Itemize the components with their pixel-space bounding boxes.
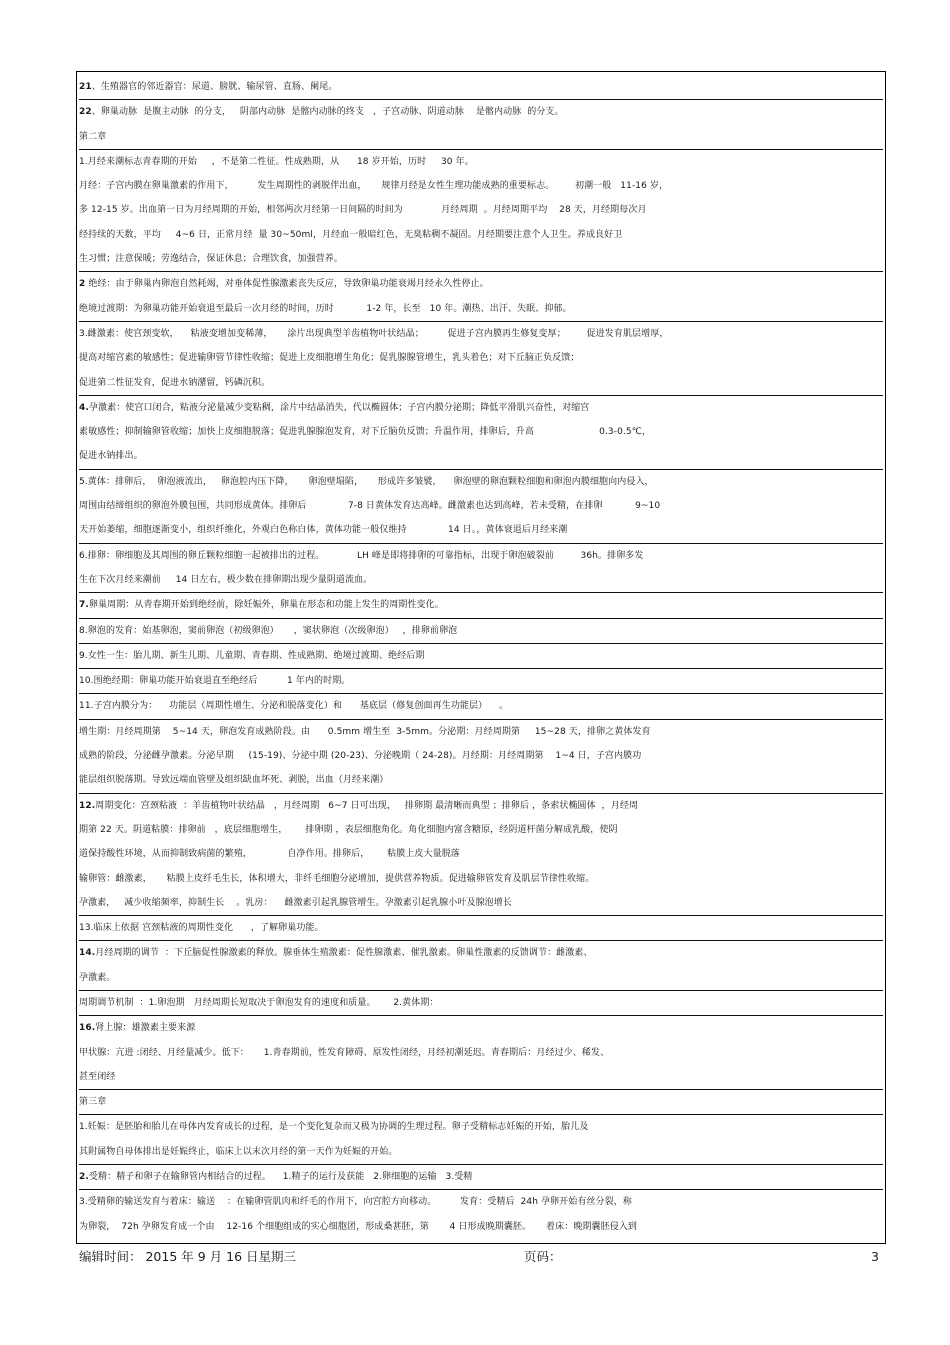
line-text: 5.黄体：排卵后， 卵泡液流出， 卵泡腔内压下降， 卵泡壁塌陷， 形成许多皱襞， 卵泡壁的卵泡颗粒细胞和卵泡内膜细胞向内侵入， — [79, 476, 654, 487]
line-text: 3.雌激素：使宫颈变软， 粘液变增加变稀薄， 涂片出现典型羊齿植物叶状结晶； 促进子宫内膜再生修复变厚； 促进发育肌层增厚， — [79, 328, 669, 339]
line-text: 道保持酸性环境，从而抑制致病菌的繁殖， 自净作用。排卵后， 粘膜上皮大量脱落 — [79, 849, 460, 860]
line-text: 甚至闭经 — [79, 1071, 116, 1082]
line-text: 周期调节机制 ：1.卵泡期 月经周期长短取决于卵泡发育的速度和质量。 2.黄体期： — [79, 997, 439, 1008]
line-text: 生习惯；注意保暖；劳逸结合，保证休息；合理饮食，加强营养。 — [79, 254, 343, 265]
line-text: 9.女性一生：胎儿期、新生儿期、儿童期、青春期、性成熟期、绝境过渡期、绝经后期 — [79, 650, 425, 661]
text-line — [79, 794, 883, 818]
line-text: 周期变化：宫颈粘液 ：羊齿植物叶状结晶 ，月经周期 6~7 日可出现， 排卵期 最清晰而典型 ；排卵后 ，条索状椭圆体 ，月经周 — [95, 800, 639, 811]
text-line — [79, 818, 883, 842]
text-line — [79, 1041, 883, 1065]
line-text: 11.子宫内膜分为： 功能层（周期性增生、分泌和脱落变化）和 基底层（修复创面再生功能层） 。 — [79, 701, 509, 712]
line-text: 天开始萎缩，细胞逐渐变小，组织纤维化，外观白色称白体，黄体功能一般仅维持 14 日。，黄体衰退后月经来潮 — [79, 525, 568, 536]
text-line — [79, 842, 883, 866]
line-text: 成熟的阶段，分泌雌孕激素。分泌早期 (15-19)、分泌中期 (20-23)、分泌晚期（ 24-28)。月经期：月经周期第 1~4 日，子宫内膜功 — [79, 751, 642, 762]
line-text: 期第 22 天。阴道粘膜：排卵前 ，底层细胞增生， 排卵期 ，表层细胞角化。角化细胞内富含糖原，经阴道杆菌分解成乳酸，使阴 — [79, 824, 618, 835]
line-text: 卵巢周期：从青春期开始到绝经前，除妊娠外，卵巢在形态和功能上发生的周期性变化。 — [88, 600, 444, 611]
text-line — [79, 198, 883, 222]
text-line — [79, 75, 883, 99]
text-line — [79, 941, 883, 965]
text-line — [79, 346, 883, 370]
text-line — [79, 470, 883, 494]
item-number: 16. — [79, 1023, 96, 1034]
line-text: 月经：子宫内膜在卵巢激素的作用下， 发生周期性的剥脱伴出血， 规律月经是女性生理功能成熟的重要标志。 初潮一般 11-16 岁， — [79, 181, 669, 192]
text-line — [79, 916, 883, 940]
text-line — [79, 1165, 883, 1189]
line-text: 提高对缩宫素的敏感性；促进输卵管节律性收缩；促进上皮细胞增生角化；促乳腺腺管增生，乳头着色；对下丘脑正负反馈； — [79, 353, 580, 364]
line-text: 第二章 — [79, 131, 107, 142]
text-line — [79, 593, 883, 617]
line-text: 10.围绝经期：卵巢功能开始衰退直至绝经后 1 年内的时期。 — [79, 676, 351, 687]
text-line — [79, 322, 883, 346]
line-text: 绝经：由于卵巢内卵泡自然耗竭，对垂体促性腺激素丧失反应，导致卵巢功能衰竭月经永久性停止。 — [85, 279, 489, 290]
line-text: 1.月经来潮标志青春期的开始 ，不是第二性征。性成熟期，从 18 岁开始，历时 30 年。 — [79, 156, 474, 167]
text-line — [79, 1065, 883, 1089]
item-number: 2. — [79, 1172, 89, 1183]
text-line — [79, 272, 883, 296]
line-text: 8.卵泡的发育：始基卵泡，窦前卵泡（初级卵泡） ，窦状卵泡（次级卵泡） ，排卵前卵泡 — [79, 625, 458, 636]
text-line — [79, 619, 883, 643]
item-number: 2 — [79, 279, 86, 290]
text-line — [79, 247, 883, 271]
text-line — [79, 150, 883, 174]
text-line — [79, 494, 883, 518]
line-text: 周围由结缔组织的卵泡外膜包围，共同形成黄体。排卵后 7-8 日黄体发育达高峰。雌激素也达到高峰，若未受精，在排卵 9~10 — [79, 501, 661, 512]
line-text: 第三章 — [79, 1097, 107, 1108]
text-line — [79, 669, 883, 693]
text-line — [79, 100, 883, 124]
line-text: 受精：精子和卵子在输卵管内相结合的过程。 1.精子的运行及获能 2.卵细胞的运输 3.受精 — [88, 1172, 473, 1183]
item-number: 12. — [79, 800, 96, 811]
text-line — [79, 1115, 883, 1139]
line-text: 绝境过渡期：为卵巢功能开始衰退至最后一次月经的时间，历时 1-2 年，长至 10 年。潮热、出汗、失眠、抑郁。 — [79, 303, 572, 314]
line-text: 输卵管：雌激素， 粘膜上皮纤毛生长，体积增大，非纤毛细胞分泌增加，提供营养物质。促进输卵管发育及肌层节律性收缩。 — [79, 873, 595, 884]
text-line — [79, 744, 883, 768]
text-line — [79, 544, 883, 568]
text-line — [79, 174, 883, 198]
line-text: 13.临床上依据 宫颈粘液的周期性变化 ，了解卵巢功能。 — [79, 923, 324, 934]
page-number: 3 — [871, 1249, 879, 1264]
line-text: 增生期：月经周期第 5~14 天，卵泡发育成熟阶段。由 0.5mm 增生至 3-5mm。分泌期：月经周期第 15~28 天，排卵之黄体发育 — [79, 726, 651, 737]
text-line — [79, 867, 883, 891]
line-text: 其附属物自母体排出是妊娠终止，临床上以末次月经的第一天作为妊娠的开始。 — [79, 1146, 398, 1157]
line-text: 孕激素：使宫口闭合，粘液分泌量减少变粘稠，涂片中结晶消失，代以椭圆体；子宫内膜分泌期；降低平滑肌兴奋性，对缩宫 — [88, 402, 590, 413]
line-text: 、生殖器官的邻近器官：尿道、膀胱、输尿管、直肠、阑尾。 — [91, 82, 338, 92]
text-line — [79, 444, 883, 468]
text-line — [79, 420, 883, 444]
text-line — [79, 518, 883, 542]
text-line — [79, 1090, 883, 1114]
line-text: 孕激素， 减少收缩频率，抑制生长 。乳房： 雌激素引起乳腺管增生。孕激素引起乳腺小叶及腺泡增长 — [79, 897, 512, 908]
text-line — [79, 991, 883, 1015]
text-line — [79, 371, 883, 395]
item-number: 14. — [79, 948, 96, 959]
text-line — [79, 1140, 883, 1164]
line-text: 素敏感性；抑制输卵管收缩；加快上皮细胞脱落；促进乳腺腺泡发育，对下丘脑负反馈；升温作用，排卵后，升高 0.3-0.5℃， — [79, 427, 652, 438]
line-text: 促进水钠排出。 — [79, 451, 143, 462]
text-line — [79, 644, 883, 668]
text-line — [79, 1215, 883, 1239]
content-body — [79, 75, 883, 1239]
line-text: 肾上腺：雄激素主要来源 — [95, 1023, 196, 1034]
text-line — [79, 768, 883, 792]
line-text: 多 12-15 岁。出血第一日为月经周期的开始，相邻两次月经第一日间隔的时间为 月经周期 。月经周期平均 28 天，月经期每次月 — [79, 205, 647, 216]
text-line — [79, 568, 883, 592]
text-line — [79, 223, 883, 247]
line-text: 6.排卵：卵细胞及其周围的卵丘颗粒细胞一起被排出的过程。 LH 峰是即将排卵的可靠指标，出现于卵泡破裂前 36h。排卵多发 — [79, 550, 644, 561]
line-text: 为卵裂， 72h 孕卵发育成一个由 12-16 个细胞组成的实心细胞团，形成桑葚胚，第 4 日形成晚期囊胚。 着床：晚期囊胚侵入到 — [79, 1221, 638, 1232]
line-text: 、卵巢动脉 是腹主动脉 的分支， 阴部内动脉 是髂内动脉的终支 ，子宫动脉、阴道动脉 是髂内动脉 的分支。 — [91, 107, 564, 118]
text-line — [79, 125, 883, 149]
item-number: 21 — [79, 82, 92, 92]
text-line — [79, 297, 883, 321]
text-line — [79, 966, 883, 990]
text-line — [79, 1190, 883, 1214]
text-line — [79, 694, 883, 718]
line-text: 3.受精卵的输送发育与着床：输送 ：在输卵管肌肉和纤毛的作用下，向宫腔方向移动。 发育：受精后 24h 孕卵开始有丝分裂，称 — [79, 1197, 632, 1208]
item-number: 7. — [79, 600, 89, 611]
line-text: 甲状腺：亢进 :闭经、月经量减少。低下： 1.青春期前，性发育障碍、原发性闭经，月经初潮延迟。青春期后：月经过少、稀发、 — [79, 1047, 610, 1058]
page-label: 页码： — [524, 1249, 562, 1264]
line-text: 1.妊娠：是胚胎和胎儿在母体内发育成长的过程，是一个变化复杂而又极为协调的生理过程。卵子受精标志妊娠的开始，胎儿及 — [79, 1122, 589, 1133]
text-line — [79, 720, 883, 744]
line-text: 促进第二性征发育，促进水钠潴留，钙磷沉积。 — [79, 377, 271, 388]
item-number: 4. — [79, 402, 89, 413]
line-text: 孕激素。 — [79, 972, 116, 983]
text-line — [79, 1016, 883, 1040]
line-text: 经持续的天数，平均 4~6 日，正常月经 量 30~50ml，月经血一般暗红色，无臭粘稠不凝固。月经期要注意个人卫生。养成良好卫 — [79, 229, 623, 240]
item-number: 22 — [79, 107, 92, 118]
text-line — [79, 396, 883, 420]
text-line — [79, 891, 883, 915]
line-text: 月经周期的调节 ：下丘脑促性腺激素的释放。腺垂体生殖激素：促性腺激素、催乳激素。卵巢性激素的反馈调节：雌激素、 — [95, 948, 593, 959]
line-text: 能层组织脱落期。导致远端血管壁及组织缺血坏死、剥脱，出血（月经来潮） — [79, 775, 389, 786]
line-text: 生在下次月经来潮前 14 日左右，极少数在排卵期出现少量阴道流血。 — [79, 574, 373, 585]
edit-time: 编辑时间： 2015 年 9 月 16 日星期三 — [79, 1249, 297, 1264]
